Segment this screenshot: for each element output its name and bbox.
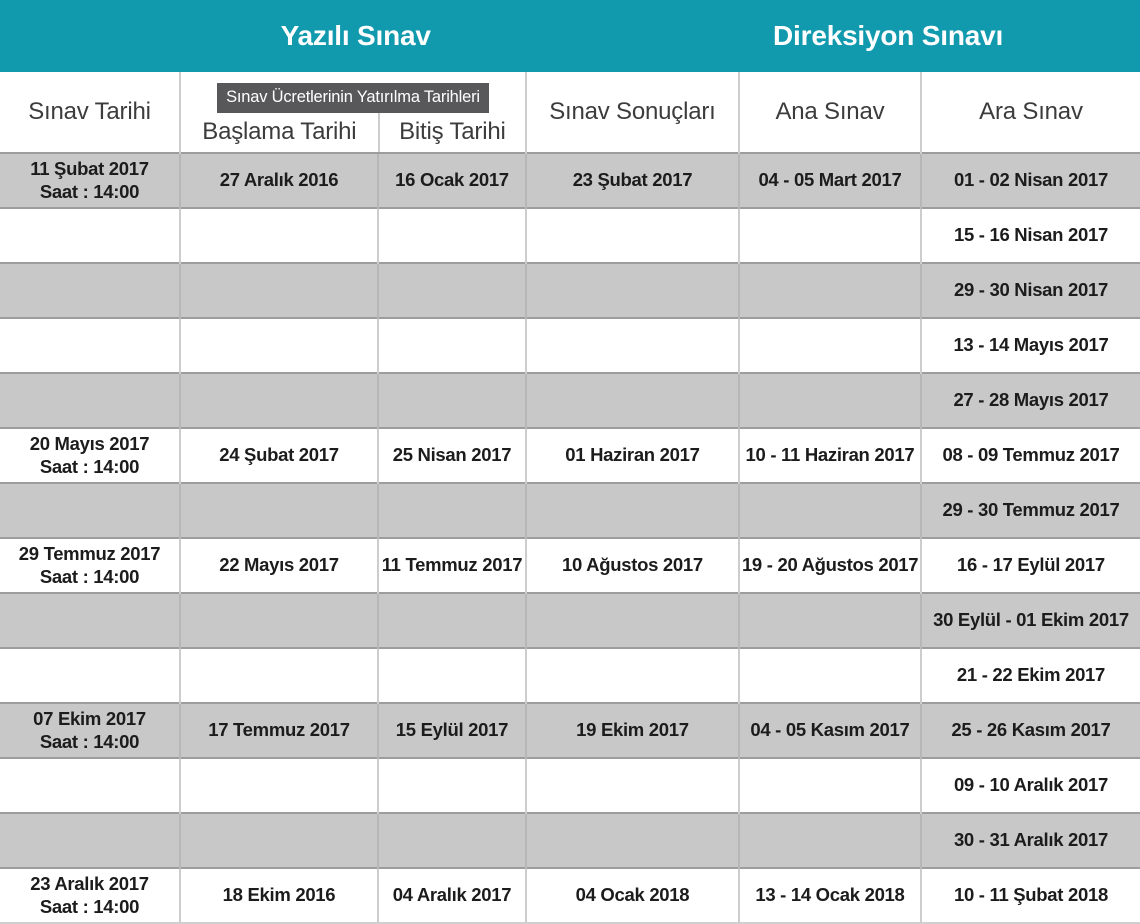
cell-text: 04 Aralık 2017 — [392, 884, 512, 906]
cell-baslama-tarihi — [180, 648, 378, 703]
table-row — [0, 593, 1140, 648]
cell-baslama-tarihi — [180, 758, 378, 813]
cell-text: 27 Aralık 2016 — [219, 169, 339, 191]
cell-text: 15 - 16 Nisan 2017 — [953, 224, 1108, 246]
cell-text: Saat : 14:00 — [39, 730, 140, 752]
cell-text: 10 Ağustos 2017 — [562, 554, 703, 576]
cell-baslama-tarihi — [180, 593, 378, 648]
banner-row — [0, 0, 1140, 72]
cell-sinav-sonuclari — [526, 483, 739, 538]
cell-baslama-tarihi — [180, 318, 378, 373]
cell-ara-sinav — [921, 373, 1140, 428]
cell-sinav-tarihi — [0, 648, 180, 703]
table-row — [0, 758, 1140, 813]
table-row — [0, 153, 1140, 208]
cell-baslama-tarihi — [180, 813, 378, 868]
table-row — [0, 373, 1140, 428]
written-exam-banner-title: Yazılı Sınav — [280, 20, 431, 51]
cell-baslama-tarihi — [180, 868, 378, 923]
cell-bitis-tarihi — [378, 703, 526, 758]
driving-exam-banner-title: Direksiyon Sınavı — [773, 20, 1004, 51]
cell-text: Saat : 14:00 — [39, 455, 140, 477]
cell-text: 30 Eylül - 01 Ekim 2017 — [933, 609, 1129, 631]
cell-sinav-tarihi — [0, 703, 180, 758]
cell-sinav-sonuclari — [526, 373, 739, 428]
cell-text: 29 - 30 Temmuz 2017 — [942, 499, 1120, 521]
cell-baslama-tarihi — [180, 208, 378, 263]
table-row — [0, 318, 1140, 373]
cell-text: 01 Haziran 2017 — [565, 444, 700, 466]
header-end-date-label: Bitiş Tarihi — [399, 118, 506, 146]
cell-text: 04 - 05 Kasım 2017 — [750, 719, 910, 741]
cell-text: 23 Aralık 2017 — [30, 872, 149, 894]
cell-sinav-tarihi — [0, 813, 180, 868]
cell-ara-sinav — [921, 153, 1140, 208]
cell-baslama-tarihi — [180, 483, 378, 538]
cell-text: 08 - 09 Temmuz 2017 — [942, 444, 1120, 466]
header-retake-exam-label: Ara Sınav — [979, 98, 1083, 125]
table-row — [0, 538, 1140, 593]
cell-sinav-sonuclari — [526, 813, 739, 868]
cell-sinav-sonuclari — [526, 263, 739, 318]
cell-sinav-tarihi — [0, 153, 180, 208]
cell-ana-sinav — [739, 483, 921, 538]
cell-sinav-sonuclari — [526, 208, 739, 263]
cell-sinav-tarihi — [0, 483, 180, 538]
cell-ara-sinav — [921, 813, 1140, 868]
cell-ara-sinav — [921, 538, 1140, 593]
cell-ana-sinav — [739, 153, 921, 208]
table-row — [0, 428, 1140, 483]
cell-text: 13 - 14 Mayıs 2017 — [953, 334, 1109, 356]
cell-ara-sinav — [921, 758, 1140, 813]
cell-text: 11 Temmuz 2017 — [381, 554, 523, 576]
header-fee-deposit-dates — [180, 72, 526, 153]
cell-text: 30 - 31 Aralık 2017 — [953, 829, 1108, 851]
cell-bitis-tarihi — [378, 813, 526, 868]
cell-text: 25 - 26 Kasım 2017 — [951, 719, 1111, 741]
cell-ana-sinav — [739, 263, 921, 318]
header-main-exam-label: Ana Sınav — [775, 98, 885, 125]
cell-bitis-tarihi — [378, 538, 526, 593]
header-main-exam — [739, 72, 921, 153]
cell-text: 04 Ocak 2018 — [575, 884, 690, 906]
cell-bitis-tarihi — [378, 648, 526, 703]
header-retake-exam — [921, 72, 1140, 153]
cell-ana-sinav — [739, 648, 921, 703]
cell-text: 15 Eylül 2017 — [395, 719, 509, 741]
cell-sinav-tarihi — [0, 868, 180, 923]
cell-ara-sinav — [921, 428, 1140, 483]
cell-sinav-sonuclari — [526, 593, 739, 648]
cell-text: 09 - 10 Aralık 2017 — [953, 774, 1108, 796]
banner-cell — [0, 0, 1140, 72]
header-exam-date-label: Sınav Tarihi — [28, 98, 151, 125]
fee-deposit-dates-badge: Sınav Ücretlerinin Yatırılma Tarihleri — [217, 83, 489, 113]
cell-sinav-tarihi — [0, 373, 180, 428]
cell-bitis-tarihi — [378, 483, 526, 538]
cell-ana-sinav — [739, 813, 921, 868]
header-end-date — [380, 113, 525, 153]
cell-ara-sinav — [921, 318, 1140, 373]
cell-bitis-tarihi — [378, 868, 526, 923]
cell-text: 25 Nisan 2017 — [392, 444, 512, 466]
cell-text: 21 - 22 Ekim 2017 — [956, 664, 1106, 686]
cell-sinav-tarihi — [0, 593, 180, 648]
cell-text: Saat : 14:00 — [39, 895, 140, 917]
cell-sinav-sonuclari — [526, 648, 739, 703]
header-exam-results-label: Sınav Sonuçları — [549, 98, 716, 125]
cell-bitis-tarihi — [378, 208, 526, 263]
cell-ana-sinav — [739, 318, 921, 373]
cell-ara-sinav — [921, 483, 1140, 538]
table-row — [0, 868, 1140, 923]
cell-baslama-tarihi — [180, 373, 378, 428]
cell-text: 22 Mayıs 2017 — [219, 554, 339, 576]
cell-baslama-tarihi — [180, 703, 378, 758]
cell-ara-sinav — [921, 648, 1140, 703]
table-row — [0, 648, 1140, 703]
cell-ara-sinav — [921, 208, 1140, 263]
cell-baslama-tarihi — [180, 428, 378, 483]
cell-sinav-sonuclari — [526, 758, 739, 813]
cell-bitis-tarihi — [378, 428, 526, 483]
cell-ana-sinav — [739, 868, 921, 923]
cell-sinav-sonuclari — [526, 318, 739, 373]
cell-baslama-tarihi — [180, 538, 378, 593]
cell-bitis-tarihi — [378, 153, 526, 208]
cell-text: 07 Ekim 2017 — [33, 707, 146, 729]
cell-text: 17 Temmuz 2017 — [208, 719, 350, 741]
fee-sublabels — [181, 113, 525, 153]
cell-ara-sinav — [921, 703, 1140, 758]
cell-ana-sinav — [739, 538, 921, 593]
cell-ara-sinav — [921, 263, 1140, 318]
cell-ara-sinav — [921, 868, 1140, 923]
cell-sinav-sonuclari — [526, 703, 739, 758]
cell-text: 29 - 30 Nisan 2017 — [953, 279, 1108, 301]
cell-ara-sinav — [921, 593, 1140, 648]
cell-text: 11 Şubat 2017 — [30, 157, 149, 179]
cell-ana-sinav — [739, 428, 921, 483]
header-exam-date — [0, 72, 180, 153]
cell-sinav-tarihi — [0, 758, 180, 813]
table-row — [0, 208, 1140, 263]
cell-bitis-tarihi — [378, 318, 526, 373]
cell-bitis-tarihi — [378, 758, 526, 813]
cell-sinav-tarihi — [0, 208, 180, 263]
cell-text: 19 - 20 Ağustos 2017 — [741, 554, 919, 576]
cell-text: 13 - 14 Ocak 2018 — [755, 884, 905, 906]
header-start-date-label: Başlama Tarihi — [202, 118, 357, 146]
cell-ana-sinav — [739, 208, 921, 263]
table-row — [0, 813, 1140, 868]
cell-text: 23 Şubat 2017 — [572, 169, 693, 191]
cell-text: 16 Ocak 2017 — [395, 169, 509, 191]
cell-text: 24 Şubat 2017 — [219, 444, 339, 466]
cell-text: 19 Ekim 2017 — [576, 719, 689, 741]
cell-bitis-tarihi — [378, 373, 526, 428]
cell-text: 20 Mayıs 2017 — [29, 432, 150, 454]
cell-text: 01 - 02 Nisan 2017 — [953, 169, 1108, 191]
cell-sinav-sonuclari — [526, 538, 739, 593]
cell-text: 18 Ekim 2016 — [222, 884, 336, 906]
cell-text: 10 - 11 Şubat 2018 — [953, 884, 1108, 906]
cell-bitis-tarihi — [378, 593, 526, 648]
cell-sinav-tarihi — [0, 428, 180, 483]
header-exam-results — [526, 72, 739, 153]
cell-text: 04 - 05 Mart 2017 — [758, 169, 902, 191]
cell-sinav-tarihi — [0, 263, 180, 318]
cell-text: 10 - 11 Haziran 2017 — [745, 444, 915, 466]
cell-baslama-tarihi — [180, 263, 378, 318]
table-row — [0, 703, 1140, 758]
cell-bitis-tarihi — [378, 263, 526, 318]
cell-sinav-sonuclari — [526, 868, 739, 923]
schedule-body — [0, 153, 1140, 923]
cell-text: Saat : 14:00 — [39, 180, 140, 202]
cell-text: 29 Temmuz 2017 — [18, 542, 161, 564]
fee-badge-wrap — [181, 83, 525, 113]
cell-ana-sinav — [739, 703, 921, 758]
cell-ana-sinav — [739, 373, 921, 428]
fee-header-group — [181, 72, 525, 152]
column-header-row — [0, 72, 1140, 153]
cell-sinav-tarihi — [0, 538, 180, 593]
table-row — [0, 483, 1140, 538]
cell-sinav-tarihi — [0, 318, 180, 373]
cell-text: Saat : 14:00 — [39, 565, 140, 587]
cell-baslama-tarihi — [180, 153, 378, 208]
cell-ana-sinav — [739, 758, 921, 813]
cell-ana-sinav — [739, 593, 921, 648]
cell-sinav-sonuclari — [526, 153, 739, 208]
cell-text: 27 - 28 Mayıs 2017 — [953, 389, 1109, 411]
cell-text: 16 - 17 Eylül 2017 — [957, 554, 1105, 576]
table-row — [0, 263, 1140, 318]
header-start-date — [181, 113, 380, 153]
cell-sinav-sonuclari — [526, 428, 739, 483]
